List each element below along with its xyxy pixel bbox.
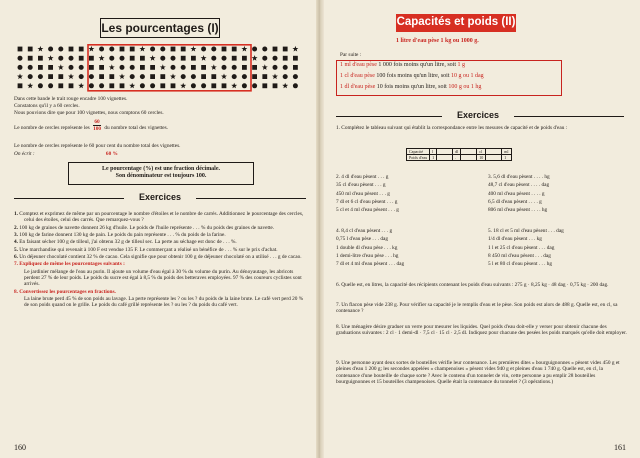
circle-vignette (150, 83, 155, 88)
square-vignette (28, 56, 33, 61)
square-vignette (242, 65, 247, 70)
circle-vignette (89, 83, 94, 88)
star-vignette (272, 74, 278, 80)
square-vignette (38, 65, 43, 70)
circle-vignette (211, 47, 216, 52)
circle-vignette (181, 65, 186, 70)
star-vignette (139, 46, 145, 52)
square-vignette (201, 74, 206, 79)
circle-vignette (232, 74, 237, 79)
circle-vignette (171, 65, 176, 70)
star-vignette (231, 83, 237, 89)
circle-vignette (252, 47, 257, 52)
exercise-item (14, 289, 308, 295)
table-cell: 10 (477, 155, 486, 161)
exercise-2 (336, 174, 484, 216)
exercise-text: 100 kg de graines de navette donnent 26 kg d'huile. Le poids de l'huile représente . . . % du poids des graines de navette. (19, 224, 275, 231)
square-vignette (232, 47, 237, 52)
exercise-6: 6. Quelle est, en litres, la capacité des récipients contenant les poids d'eau suivants : 275 g · 8,25 kg · 48 dag · 0,75 kg · 200 dag. (336, 282, 609, 288)
par-suite: Par suite : (340, 52, 362, 58)
table-cell (461, 155, 477, 161)
square-vignette (211, 83, 216, 88)
exercices-title-left: Exercices (138, 192, 182, 202)
circle-vignette (191, 74, 196, 79)
circle-vignette (222, 65, 227, 70)
square-vignette (89, 56, 94, 61)
fraction-before: Le nombre de cercles représente les (14, 125, 90, 132)
circle-vignette (191, 83, 196, 88)
square-vignette (48, 74, 53, 79)
table-cell (437, 155, 453, 161)
square-vignette (120, 47, 125, 52)
square-vignette (252, 74, 257, 79)
square-vignette (48, 65, 53, 70)
on-ecrit-label: On écrit : (14, 151, 35, 157)
table-cell: 1 (430, 155, 437, 161)
exercise-9: 9. Une personne ayant deux sortes de bouteilles vérifie leur contenance. Les premières dites « bourguignonnes » pèsent vides 450 g et pleines d'eau 1 200 g; les secondes appelées « champenoises » pèsent vides 940 g et pleines d'eau 1 740 g. Quelle est, en cl, la contenance d'une bouteille de chaque sorte ? Avec le contenu d'un tonnelet de vin, cette personne a pu emplir 28 bouteilles bourguignonnes et 15 bouteilles champenoises. Quelle était la contenance du tonnelet ? (3 opérations.) (336, 360, 620, 386)
table-cell: ml (502, 149, 511, 155)
circle-vignette (48, 83, 53, 88)
square-vignette (242, 56, 247, 61)
circle-vignette (79, 65, 84, 70)
circle-vignette (130, 74, 135, 79)
exercise-line: 806 ml d'eau pèsent . . . . hg (488, 207, 548, 214)
divider-right (196, 198, 306, 199)
star-vignette (58, 64, 64, 70)
intro-line-2: Constatons qu'il y a 60 cercles. (14, 103, 80, 109)
exercise-line: 400 ml d'eau pèsent . . . . g (488, 190, 545, 197)
exercise-line: 5 l et 80 cl d'eau pèsent . . . hg (488, 261, 553, 268)
circle-vignette (109, 47, 114, 52)
circle-vignette (140, 83, 145, 88)
table-cell: Capacité (407, 149, 430, 155)
exercise-item (14, 232, 308, 238)
exercise-number: 8. (14, 288, 20, 295)
square-vignette (232, 56, 237, 61)
square-vignette (283, 56, 288, 61)
circle-vignette (232, 65, 237, 70)
square-vignette (181, 47, 186, 52)
on-ecrit-value: 60 % (105, 151, 118, 157)
square-vignette (109, 83, 114, 88)
square-vignette (262, 83, 267, 88)
circle-vignette (38, 74, 43, 79)
circle-vignette (273, 56, 278, 61)
circle-vignette (140, 74, 145, 79)
star-vignette (78, 83, 84, 89)
square-vignette (252, 65, 257, 70)
divider-left (14, 198, 124, 199)
right-subtitle: 1 litre d'eau pèse 1 kg ou 1000 g. (396, 38, 479, 44)
star-vignette (17, 74, 23, 80)
fraction-sentence (14, 121, 168, 135)
exercise-item (14, 254, 308, 260)
right-page (322, 0, 640, 458)
circle-vignette (262, 56, 267, 61)
exercise-number: 4. (14, 239, 20, 246)
circle-vignette (160, 47, 165, 52)
square-vignette (89, 65, 94, 70)
circle-vignette (293, 83, 298, 88)
page-number-right: 161 (614, 443, 626, 452)
row-ml-c: 1 g (457, 62, 465, 68)
circle-vignette (120, 56, 125, 61)
exercise-line: 8 450 ml d'eau pèsent . . . dag (488, 253, 551, 260)
star-vignette (109, 64, 115, 70)
exercise-line: 1/4 dl d'eau pèsent . . . kg (488, 236, 542, 243)
exercise-line: 35 cl d'eau pèsent . . . g (336, 182, 386, 189)
star-vignette (48, 55, 54, 61)
exercise-text: Convertissez les pourcentages en fractions. (19, 288, 116, 295)
table-cell: dl (453, 149, 461, 155)
row-dl-c: 100 g ou 1 hg (448, 84, 482, 90)
row-cl-b: 100 fois moins qu'un litre, soit (376, 73, 450, 79)
capacity-table (406, 148, 512, 161)
square-vignette (79, 47, 84, 52)
exercise-item (14, 211, 308, 224)
exercise-text: La laine brute perd 45 % de son poids au lavage. La perte représente les ? ou les ? du poids de la laine brute. Le café vert perd 20 % de son poids quand on le grille. Le poids du café grillé représente les ? ou les ? du poids du café vert. (24, 296, 304, 309)
exercise-line: 7 dl et 4 ml d'eau pèsent . . . dag (336, 261, 405, 268)
exercise-line: 2. 4 dl d'eau pèsent . . . g (336, 174, 389, 180)
square-vignette (222, 83, 227, 88)
square-vignette (273, 47, 278, 52)
star-vignette (282, 83, 288, 89)
square-vignette (181, 56, 186, 61)
exercise-text: Comptez et exprimez de même par un pourcentage le nombre d'étoiles et le nombre de carrés. Additionnez le pourcentage des cercles, celui des étoiles, celui des carrés. Que remarquez-vous ? (19, 211, 304, 224)
circle-vignette (99, 47, 104, 52)
table-cell: . (453, 155, 461, 161)
fraction-60-100 (93, 119, 101, 133)
exercise-8: 8. Une ménagère désire graduer un verre pour mesurer les liquides. Quel poids d'eau doit-elle y verser pour obtenir chacune des graduations suivantes : 2 cl · 1 demi-dl · 7,5 cl · 15 cl · 2,5 dl. Indiquez pour chacune des pesées les poids marqués qu'elle doit employer. (336, 324, 627, 337)
table-cell: 1 (502, 155, 511, 161)
circle-vignette (99, 83, 104, 88)
square-vignette (191, 65, 196, 70)
star-vignette (27, 83, 33, 89)
conversion-frame (336, 60, 562, 96)
square-vignette (38, 56, 43, 61)
exercise-line: 5 cl et 4 ml d'eau pèsent . . . g (336, 207, 399, 214)
circle-vignette (28, 65, 33, 70)
square-vignette (191, 56, 196, 61)
divider-right-right-page (514, 116, 624, 117)
intro-line-1: Dans cette bande le trait rouge encadre 100 vignettes. (14, 96, 128, 102)
circle-vignette (262, 47, 267, 52)
circle-vignette (242, 83, 247, 88)
circle-vignette (283, 74, 288, 79)
definition-box (68, 162, 254, 185)
exercise-line: 1 double dl d'eau pèse . . . kg (336, 244, 398, 251)
exercise-line: 450 ml d'eau pèsent . . . g (336, 190, 390, 197)
square-vignette (273, 83, 278, 88)
square-vignette (99, 65, 104, 70)
star-vignette (119, 74, 125, 80)
circle-vignette (38, 83, 43, 88)
exercise-text: Le jardinier mélange de l'eau au purin. Il ajoute un volume d'eau égal à 30 % du volume du purin. Au dénoyautage, les abricots perdent 27 % de leur poids. Le poids du sucre est égal à 8,5 % du poids des betteraves employées. 97 % des coureurs cyclistes sont arrivés. (24, 268, 302, 288)
star-vignette (180, 83, 186, 89)
row-ml-b: 1 000 fois moins qu'un litre, soit (378, 62, 456, 68)
fraction-denominator: 100 (93, 126, 102, 133)
exercise-line: 1 demi-litre d'eau pèse . . . hg (336, 253, 399, 260)
circle-vignette (58, 47, 63, 52)
circle-vignette (79, 74, 84, 79)
square-vignette (160, 83, 165, 88)
exercise-line: 0,75 l d'eau pèse . . . dag (336, 236, 388, 243)
definition-line-2: Son dénominateur est toujours 100. (115, 173, 207, 180)
circle-vignette (242, 74, 247, 79)
square-vignette (171, 47, 176, 52)
exercices-title-right: Exercices (456, 110, 500, 120)
circle-vignette (109, 56, 114, 61)
exercise-number: 3. (14, 232, 20, 239)
circle-vignette (201, 83, 206, 88)
exercise-item (14, 247, 308, 253)
square-vignette (120, 83, 125, 88)
exercise-line: 1 l et 25 cl d'eau pèsent . . . dag (488, 244, 555, 251)
fraction-numerator: 60 (94, 119, 100, 125)
exercise-7: 7. Un flacon pèse vide 238 g. Pour vérifier sa capacité je le remplis d'eau et le pèse. Son poids est alors de 488 g. Quelle est, en cl, sa contenance ? (336, 302, 618, 315)
exercise-item (14, 225, 308, 231)
star-vignette (292, 46, 298, 52)
table-cell: Poids d'eau (407, 155, 430, 161)
exercise-5 (488, 228, 628, 270)
square-vignette (79, 56, 84, 61)
star-vignette (37, 46, 43, 52)
exercise-text: Une marchandise qui revenait à 100 F est vendue 135 F. Le commerçant a réalisé un bénéfice de . . . % sur le prix d'achat. (19, 246, 278, 253)
exercise-3 (488, 174, 628, 216)
exercise-number: 1. (14, 211, 20, 217)
square-vignette (58, 74, 63, 79)
circle-vignette (293, 74, 298, 79)
star-vignette (190, 46, 196, 52)
square-vignette (201, 65, 206, 70)
exercise-line: 5. 18 cl et 5 ml d'eau pèsent . . . dag (488, 228, 564, 234)
square-vignette (293, 56, 298, 61)
circle-vignette (160, 56, 165, 61)
square-vignette (99, 74, 104, 79)
square-vignette (130, 56, 135, 61)
circle-vignette (28, 74, 33, 79)
divider-left-right-page (336, 116, 442, 117)
square-vignette (69, 83, 74, 88)
table-cell: cl (477, 149, 486, 155)
circle-vignette (150, 47, 155, 52)
circle-vignette (48, 47, 53, 52)
circle-vignette (171, 56, 176, 61)
circle-vignette (130, 65, 135, 70)
square-vignette (160, 74, 165, 79)
exercise-line: 48,7 cl d'eau pèsent . . . . dag (488, 182, 550, 189)
star-vignette (88, 46, 94, 52)
exercise-number: 5. (14, 246, 20, 253)
circle-vignette (211, 56, 216, 61)
right-page-title: Capacités et poids (II) (396, 14, 516, 32)
square-vignette (18, 47, 23, 52)
square-vignette (211, 74, 216, 79)
exercise-text: Un déjeuner chocolaté contient 32 % de cacao. Cela signifie que pour obtenir 100 g de déjeuner chocolaté on a utilisé . . . g de cacao. (19, 254, 302, 261)
left-page (0, 0, 318, 458)
star-vignette (68, 74, 74, 80)
exercise-text: Expliquez de même les pourcentages suivants : (19, 261, 125, 268)
square-vignette (140, 56, 145, 61)
exercise-line: 3. 5,6 dl d'eau pèsent . . . . hg (488, 174, 550, 180)
square-vignette (150, 65, 155, 70)
circle-vignette (252, 83, 257, 88)
circle-vignette (18, 65, 23, 70)
exercise-line: 4. 8,4 cl d'eau pèsent . . . g (336, 228, 393, 234)
star-vignette (99, 55, 105, 61)
exercise-line: 7 dl et 6 cl d'eau pèsent . . . g (336, 199, 398, 206)
circle-vignette (283, 65, 288, 70)
square-vignette (28, 47, 33, 52)
square-vignette (69, 47, 74, 52)
left-page-title: Les pourcentages (I) (100, 18, 220, 38)
exercise-text: 100 kg de farine donnent 130 kg de pain. Le poids du pain représente . . . % du poids de la farine. (19, 232, 226, 239)
circle-vignette (18, 56, 23, 61)
percent-sentence: Le nombre de cercles représente le 60 pour cent du nombre total des vignettes. (14, 143, 181, 149)
exercise-item (14, 261, 308, 267)
circle-vignette (273, 65, 278, 70)
star-vignette (252, 55, 258, 61)
circle-vignette (58, 56, 63, 61)
square-vignette (109, 74, 114, 79)
square-vignette (140, 65, 145, 70)
table-cell: l (430, 149, 437, 155)
row-cl-a: 1 cl d'eau pèse (340, 73, 375, 79)
square-vignette (18, 83, 23, 88)
row-cl-c: 10 g ou 1 dag (451, 73, 484, 79)
intro-line-3: Nous pouvions dire que pour 100 vignettes, nous comptons 60 cercles. (14, 110, 164, 116)
square-vignette (150, 74, 155, 79)
exercise-list-left (14, 211, 308, 310)
exercise-1: 1. Complétez le tableau suivant qui établit la correspondance entre les mesures de capacité et de poids d'eau : (336, 125, 568, 131)
vignette-grid (14, 44, 304, 92)
circle-vignette (69, 65, 74, 70)
star-vignette (221, 74, 227, 80)
row-dl-a: 1 dl d'eau pèse (340, 84, 376, 90)
star-vignette (150, 55, 156, 61)
square-vignette (171, 83, 176, 88)
square-vignette (283, 47, 288, 52)
star-vignette (170, 74, 176, 80)
circle-vignette (120, 65, 125, 70)
circle-vignette (69, 56, 74, 61)
row-ml-a: 1 ml d'eau pèse (340, 62, 377, 68)
definition-line-1: Le pourcentage (%) est une fraction décimale. (101, 166, 221, 172)
exercise-number: 2. (14, 224, 20, 231)
square-vignette (262, 74, 267, 79)
circle-vignette (222, 56, 227, 61)
table-row (407, 155, 512, 161)
exercise-number: 7. (14, 261, 20, 268)
square-vignette (293, 65, 298, 70)
star-vignette (201, 55, 207, 61)
star-vignette (262, 64, 268, 70)
circle-vignette (89, 74, 94, 79)
exercise-text: En faisant sécher 100 g de tilleul, j'ai obtenu 32 g de tilleul sec. La perte au séchage est donc de . . . %. (19, 239, 237, 246)
on-ecrit (14, 151, 118, 157)
exercise-line: 6,5 dl d'eau pèsent . . . . g (488, 199, 542, 206)
exercise-item (14, 269, 308, 288)
table-cell (486, 155, 502, 161)
star-vignette (129, 83, 135, 89)
exercise-item (14, 296, 308, 309)
page-number-left: 160 (14, 443, 26, 452)
circle-vignette (181, 74, 186, 79)
row-dl-b: 10 fois moins qu'un litre, soit (376, 84, 447, 90)
circle-vignette (201, 47, 206, 52)
square-vignette (222, 47, 227, 52)
star-vignette (241, 46, 247, 52)
fraction-after: du nombre total des vignettes. (104, 125, 169, 132)
square-vignette (58, 83, 63, 88)
star-vignette (160, 64, 166, 70)
exercise-item (14, 239, 308, 245)
conversion-rows (340, 62, 570, 96)
star-vignette (211, 64, 217, 70)
exercise-number: 6. (14, 254, 20, 261)
square-vignette (130, 47, 135, 52)
exercise-4 (336, 228, 484, 270)
